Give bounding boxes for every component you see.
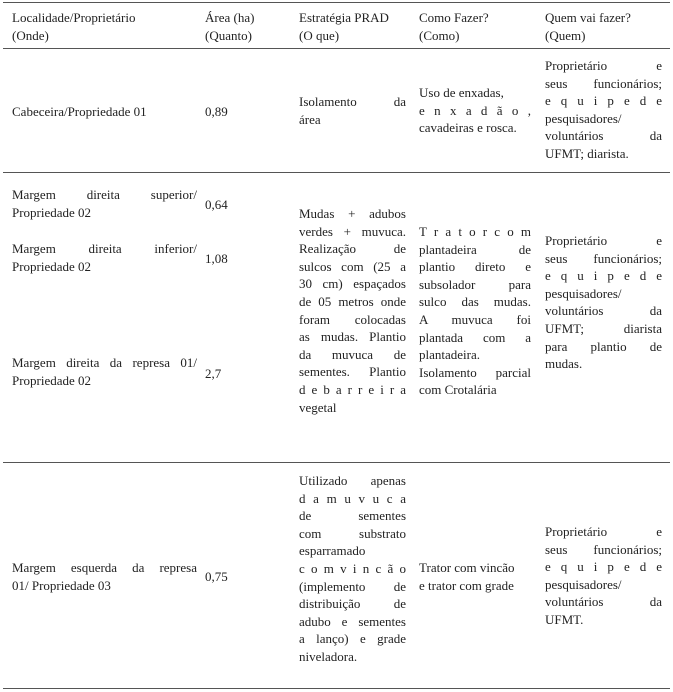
row2-area-superior: 0,64: [205, 197, 228, 212]
header-localidade: Localidade/Proprietário: [12, 10, 136, 25]
header-quem: Quem vai fazer? (Quem): [545, 10, 631, 43]
row3-estrategia: Utilizado apenas d a m u v u c a de sementes com substrato esparramado c o m v i n c ã o (implemento de distribuição de adubo e sementes a lanço) e grade niveladora.: [299, 473, 406, 664]
row1-localidade: Cabeceira/Propriedade 01: [12, 104, 147, 119]
header-como: Como Fazer? (Como): [419, 10, 489, 43]
row1-quem: Proprietário e seus funcionários; e q u i p e d e pesquisadores/ voluntários da UFMT; diarista.: [545, 58, 662, 161]
row2-estrategia: Mudas + adubos verdes + muvuca. Realização de sulcos com (25 a 30 cm) espaçados de 05 metros onde foram colocadas as mudas. Plantio da muvuca de sementes. Plantio d e b a r r e i r a vegetal: [299, 206, 406, 415]
row2-area-inferior: 1,08: [205, 251, 228, 266]
header-localidade-sub: (Onde): [12, 27, 49, 43]
row1-como: Uso de enxadas, e n x a d ã o , cavadeiras e rosca.: [419, 85, 531, 136]
row2-localidade-superior: Margem direita superior/ Propriedade 02: [12, 187, 197, 220]
row-divider-2: [3, 462, 670, 463]
row3-area: 0,75: [205, 569, 228, 584]
row3-quem: Proprietário e seus funcionários; e q u i p e d e pesquisadores/ voluntários da UFMT.: [545, 524, 662, 627]
row2-quem: Proprietário e seus funcionários; e q u i p e d e pesquisadores/ voluntários da UFMT; diarista para plantio de mudas.: [545, 233, 662, 372]
row-divider-1: [3, 172, 670, 173]
row1-area: 0,89: [205, 104, 228, 119]
header-area: Área (ha) (Quanto): [205, 10, 255, 43]
row2-localidade-represa: Margem direita da represa 01/ Propriedade 02: [12, 355, 197, 388]
table-top-rule: [3, 2, 670, 3]
header-estrategia: Estratégia PRAD (O que): [299, 10, 389, 43]
row3-como: Trator com vincão e trator com grade: [419, 560, 515, 593]
row2-como: T r a t o r c o m plantadeira de plantio direto e subsolador para sulco das mudas. A muvuca foi plantada com a plantadeira. Isolamento parcial com Crotalária: [419, 224, 531, 398]
row1-estrategia: Isolamento da área: [299, 94, 406, 127]
row2-localidade-inferior: Margem direita inferior/ Propriedade 02: [12, 241, 197, 274]
header-bottom-rule: [3, 48, 670, 49]
row3-localidade: Margem esquerda da represa 01/ Propriedade 03: [12, 560, 197, 593]
row2-area-represa: 2,7: [205, 366, 222, 381]
table-bottom-rule: [3, 688, 670, 689]
